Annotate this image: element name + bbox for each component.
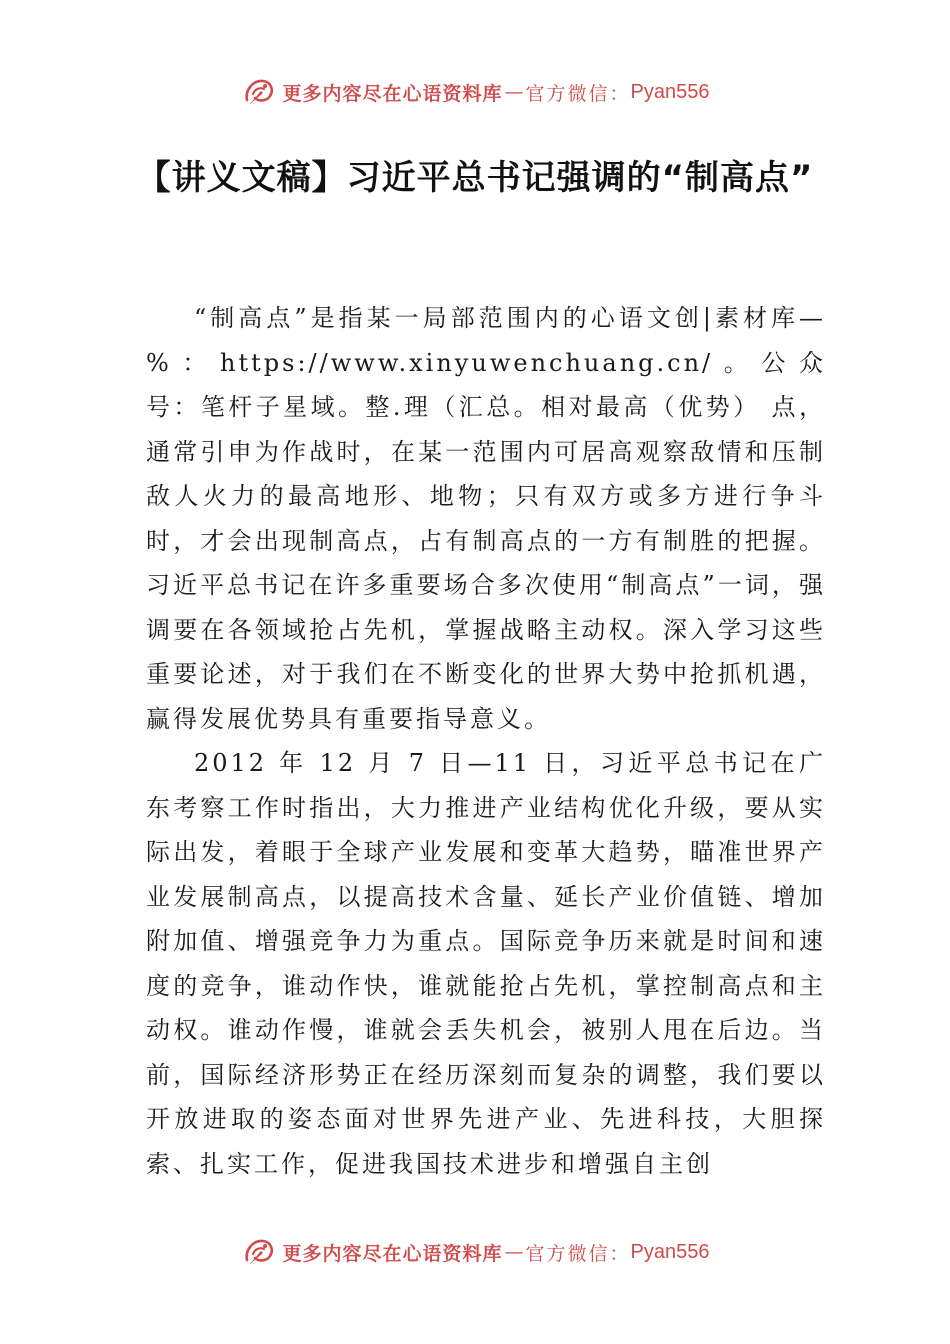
document-title: 【讲义文稿】习近平总书记强调的“制高点”: [136, 158, 814, 198]
footer-brand-text: 更多内容尽在心语资料库: [282, 1242, 503, 1265]
paragraph-2: 2012 年 12 月 7 日—11 日，习近平总书记在广东考察工作时指出，大力推进产业结构优化升级，要从实际出发，着眼于全球产业发展和变革大趋势，瞄准世界产业发展制高点，以提高技术含量、延长产业价值链、增加附加值、增强竞争力为重点。国际竞争历来就是时间和速度的竞争，谁动作快，谁就能抢占先机，掌控制高点和主动权。谁动作慢，谁就会丢失机会，被别人甩在后边。当前，国际经济形势正在经历深刻而复杂的调整，我们要以开放进取的姿态面对世界先进产业、先进科技，大胆探索、扎实工作，促进我国技术进步和增强自主创: [146, 749, 826, 1178]
banner-brand-text: 更多内容尽在心语资料库: [282, 82, 503, 105]
footer-separator: —: [504, 1241, 524, 1263]
quill-swirl-logo-icon: [241, 1234, 277, 1270]
paragraph-1: “制高点”是指某一局部范围内的心语文创|素材库—%：https://www.xinyuwenchuang.cn/。公众号：笔杆子星域。整.理（汇总。相对最高（优势） 点，通常引申为作战时，在某一范围内可居高观察敌情和压制敌人火力的最高地形、地物；只有双方或多方进行争斗时，才会出现制高点，占有制高点的一方有制胜的把握。习近平总书记在许多重要场合多次使用“制高点”一词，强调要在各领域抢占先机，掌握战略主动权。深入学习这些重要论述，对于我们在不断变化的世界大势中抢抓机遇，赢得发展优势具有重要指导意义。: [146, 304, 826, 733]
banner-separator: —: [504, 81, 524, 103]
footer-wechat-label: 官方微信：: [525, 1242, 631, 1265]
footer-banner: [0, 1232, 950, 1272]
header-banner: [0, 72, 950, 112]
quill-swirl-logo-icon: [241, 74, 277, 110]
footer-wechat-id: Pyan556: [630, 1240, 710, 1263]
banner-wechat-id: Pyan556: [630, 80, 710, 103]
document-body: [146, 296, 826, 1186]
banner-wechat-label: 官方微信：: [525, 82, 631, 105]
